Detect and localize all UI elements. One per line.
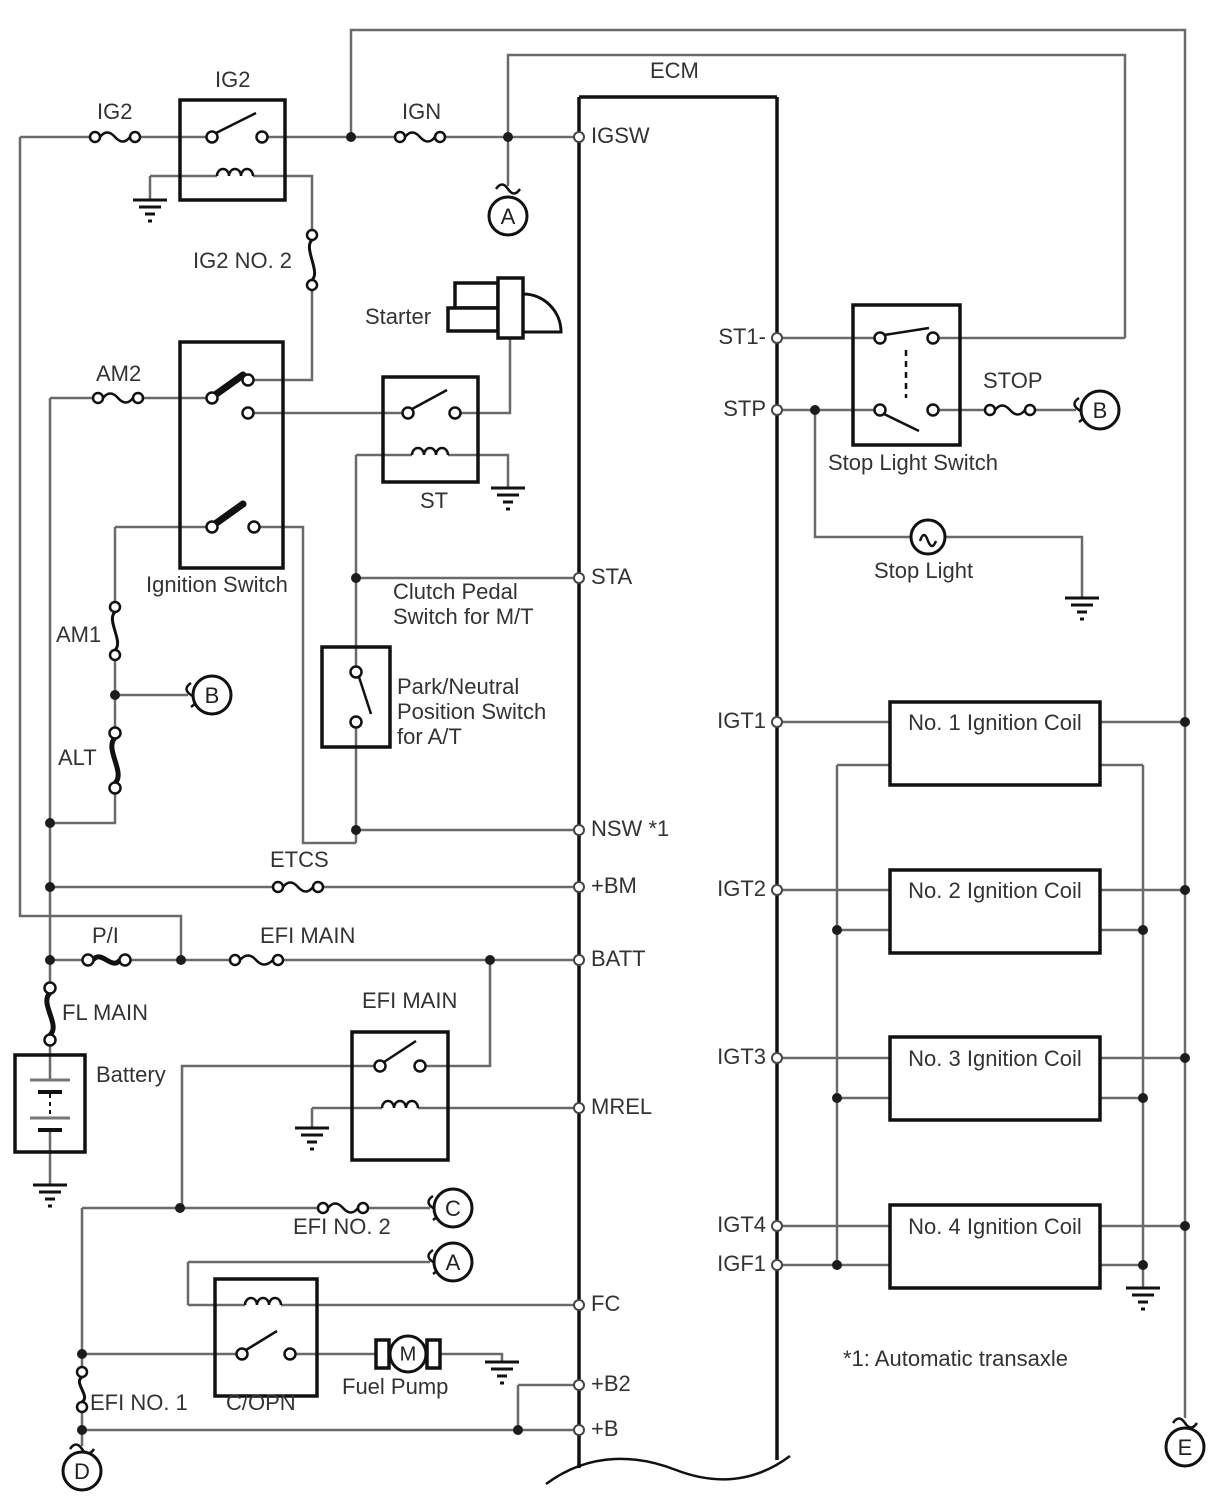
fuse-efi-main: [230, 955, 283, 965]
terminal-igt2: IGT2: [717, 876, 766, 901]
ignition-switch-contacts: [207, 375, 260, 533]
ignition-coil-2-label: No. 2 Ignition Coil: [908, 878, 1082, 903]
ig2-relay-switch: [207, 113, 268, 143]
st-relay-box: [383, 377, 478, 482]
starter-symbol: [448, 278, 562, 338]
motor-m-letter: M: [399, 1343, 417, 1366]
ignition-switch-box: [180, 342, 283, 568]
ground-coil-bus: [1126, 1288, 1160, 1309]
pn-switch-label-1: Park/Neutral: [397, 674, 520, 699]
connector-a-top-letter: A: [500, 204, 516, 229]
starter-label: Starter: [365, 304, 432, 329]
fusible-link-fl-main: [45, 983, 56, 1046]
fuse-am2-label: AM2: [96, 361, 142, 386]
fuse-ign: [395, 132, 445, 142]
wire-ignition-coils: [779, 722, 1185, 1288]
fuse-etcs: [273, 882, 323, 892]
copn-relay-switch: [237, 1331, 296, 1360]
stop-light-lamp: [911, 520, 945, 554]
ignition-coil-1-label: No. 1 Ignition Coil: [908, 710, 1082, 735]
ground-ig2-relay: [133, 200, 167, 221]
fuse-efi-no2-label: EFI NO. 2: [293, 1214, 391, 1239]
fuse-etcs-label: ETCS: [270, 847, 329, 872]
connector-d-letter: D: [74, 1459, 90, 1484]
ground-fuel-pump: [485, 1362, 519, 1383]
terminal-b: +B: [591, 1416, 619, 1441]
ground-stop-light: [1065, 598, 1099, 619]
fusible-link-am1-label: AM1: [56, 622, 102, 647]
ecm-label: ECM: [650, 58, 699, 83]
terminal-batt: BATT: [591, 946, 646, 971]
connector-b-left-letter: B: [204, 683, 220, 708]
fuse-efi-main-label: EFI MAIN: [260, 923, 356, 948]
terminal-igt3: IGT3: [717, 1044, 766, 1069]
terminal-nsw: NSW *1: [591, 816, 670, 841]
ig2-relay-box: [180, 100, 285, 200]
efi-main-relay-coil: [382, 1101, 418, 1108]
ground-st-relay: [491, 488, 525, 509]
break-connector-e: [1173, 1419, 1197, 1428]
fusible-link-ig2-no2-label: IG2 NO. 2: [193, 248, 293, 273]
terminal-b2: +B2: [591, 1371, 631, 1396]
st-relay-label: ST: [420, 488, 449, 513]
copn-relay-label: C/OPN: [226, 1390, 296, 1415]
fuse-ig2-label: IG2: [97, 99, 133, 124]
fuse-ign-label: IGN: [402, 99, 442, 124]
ground-efi-main-relay: [295, 1128, 329, 1149]
wire-ig2-relay: [150, 176, 312, 380]
fuse-ig2: [90, 132, 140, 142]
terminal-igt1: IGT1: [717, 708, 766, 733]
terminal-igsw: IGSW: [591, 123, 650, 148]
fusible-link-pi: [83, 955, 131, 966]
ignition-coil-3-label: No. 3 Ignition Coil: [908, 1046, 1082, 1071]
efi-main-relay-label: EFI MAIN: [362, 988, 458, 1013]
ignition-switch-label: Ignition Switch: [146, 572, 288, 597]
fuel-pump-label: Fuel Pump: [342, 1374, 449, 1399]
fusible-link-efi-no1: [77, 1367, 87, 1412]
copn-relay-coil: [245, 1298, 281, 1305]
efi-main-relay-switch: [375, 1041, 426, 1072]
ig2-relay-coil: [217, 169, 253, 176]
ignition-coil-4-label: No. 4 Ignition Coil: [908, 1214, 1082, 1239]
terminal-mrel: MREL: [591, 1094, 653, 1119]
terminal-fc: FC: [591, 1291, 621, 1316]
st-relay-switch: [403, 390, 461, 419]
clutch-switch-label-2: Switch for M/T: [393, 604, 534, 629]
fuse-stop: [985, 405, 1035, 415]
fusible-link-pi-label: P/I: [92, 923, 119, 948]
park-neutral-contacts: [351, 667, 372, 728]
terminal-igt4: IGT4: [717, 1212, 766, 1237]
connector-b-right-letter: B: [1092, 398, 1108, 423]
battery-symbol: [30, 1080, 70, 1130]
ecm-torn-edge: [546, 1456, 790, 1484]
terminal-igf1: IGF1: [717, 1251, 766, 1276]
fusible-link-am1: [110, 602, 120, 660]
fusible-link-fl-main-label: FL MAIN: [62, 1000, 148, 1025]
clutch-switch-label-1: Clutch Pedal: [393, 579, 518, 604]
fuse-stop-label: STOP: [983, 368, 1043, 393]
fusible-link-alt: [110, 728, 121, 794]
terminal-sta: STA: [591, 564, 633, 589]
st-relay-coil: [412, 448, 448, 455]
stop-light-label: Stop Light: [874, 558, 974, 583]
note-automatic-transaxle: *1: Automatic transaxle: [843, 1346, 1069, 1371]
fuse-am2: [93, 393, 143, 403]
battery-label: Battery: [96, 1062, 166, 1087]
pn-switch-label-3: for A/T: [397, 724, 462, 749]
fusible-link-efi-no1-label: EFI NO. 1: [90, 1390, 188, 1415]
pn-switch-label-2: Position Switch: [397, 699, 547, 724]
terminal-stp: STP: [723, 396, 766, 421]
terminal-st1: ST1-: [718, 324, 766, 349]
ig2-relay-label: IG2: [215, 67, 251, 92]
stop-light-switch-label: Stop Light Switch: [828, 450, 998, 475]
fusible-link-alt-label: ALT: [58, 745, 97, 770]
connector-a-bottom-letter: A: [445, 1250, 461, 1275]
ground-battery: [33, 1185, 67, 1206]
stop-light-switch-contacts: [875, 328, 939, 431]
connector-e-letter: E: [1177, 1435, 1193, 1460]
fuse-efi-no2: [318, 1203, 368, 1213]
fusible-link-ig2-no2: [307, 230, 317, 290]
connector-c-letter: C: [445, 1196, 461, 1221]
terminal-bm: +BM: [591, 873, 637, 898]
